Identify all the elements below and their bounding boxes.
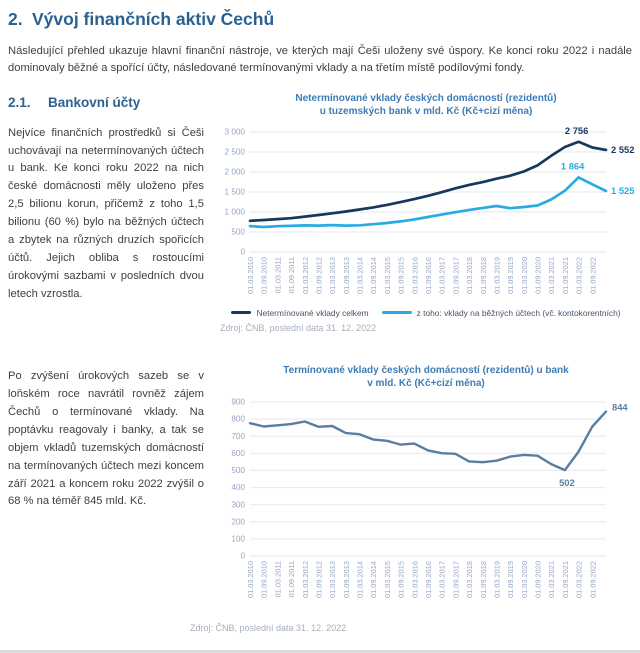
y-tick-label: 800 (231, 415, 245, 425)
page-title-number: 2. (8, 9, 23, 29)
x-tick-label: 01.09.2018 (478, 256, 488, 294)
x-tick-label: 01.03.2015 (382, 256, 392, 294)
y-tick-label: 900 (231, 397, 245, 407)
section-term-deposits (0, 364, 640, 633)
x-tick-label: 01.03.2012 (300, 561, 310, 599)
x-tick-label: 01.03.2021 (547, 561, 557, 599)
x-tick-label: 01.09.2015 (396, 561, 406, 599)
x-tick-label: 01.09.2014 (369, 561, 379, 599)
data-label: 1 525 (611, 184, 635, 196)
x-tick-label: 01.03.2022 (574, 561, 584, 599)
page-title (0, 0, 640, 30)
x-tick-label: 01.09.2016 (424, 561, 433, 599)
x-tick-label: 01.03.2017 (437, 256, 447, 294)
y-tick-label: 1 500 (224, 187, 245, 197)
series-line (250, 142, 606, 221)
x-tick-label: 01.09.2021 (560, 256, 570, 294)
x-tick-label: 01.03.2021 (547, 256, 557, 294)
chart-1-title (212, 92, 640, 118)
x-tick-label: 01.03.2019 (492, 256, 502, 294)
chart-1-source: Zdroj: ČNB, poslední data 31. 12. 2022 (220, 322, 377, 333)
chart-1-title-line-2: u tuzemských bank v mld. Kč (Kč+cizí měna) (319, 105, 533, 117)
series-line (250, 177, 606, 227)
body-paragraph-2: Po zvýšení úrokových sazeb se v loňském roce navrátil rovněž zájem Čechů o termínované vklady. Na poptávku reagovaly i banky, a tak se objem vkladů tuzemských domácností na termínovaných účtech mezi koncem září 2021 a koncem roku 2022 zvýšil o 68 % na téměř 845 mld. Kč. (8, 369, 204, 508)
x-tick-label: 01.09.2010 (259, 256, 269, 294)
x-tick-label: 01.09.2021 (560, 561, 570, 599)
data-label: 1 864 (560, 160, 585, 172)
x-tick-label: 01.03.2015 (382, 561, 392, 599)
x-tick-label: 01.03.2013 (328, 256, 338, 294)
y-tick-label: 2 000 (224, 167, 245, 177)
y-tick-label: 500 (231, 466, 245, 476)
x-tick-label: 01.09.2012 (314, 256, 324, 294)
x-tick-label: 01.03.2020 (519, 256, 529, 294)
x-tick-label: 01.09.2019 (506, 561, 516, 599)
x-tick-label: 01.03.2014 (355, 561, 365, 599)
legend-swatch-total (231, 311, 251, 314)
x-tick-label: 01.09.2010 (259, 561, 269, 599)
x-tick-label: 01.03.2012 (300, 256, 310, 294)
x-tick-label: 01.03.2019 (492, 561, 502, 599)
y-tick-label: 3 000 (224, 127, 245, 137)
x-tick-label: 01.09.2022 (588, 561, 598, 599)
chart-canvas-2 (212, 392, 640, 618)
x-tick-label: 01.03.2016 (410, 256, 420, 294)
x-tick-label: 01.03.2018 (465, 561, 475, 599)
x-tick-label: 01.09.2018 (478, 561, 488, 599)
chart-block-2 (190, 364, 640, 634)
y-tick-label: 1 000 (224, 207, 245, 217)
x-tick-label: 01.09.2020 (533, 561, 543, 599)
x-tick-label: 01.03.2018 (465, 256, 475, 294)
x-tick-label: 01.03.2010 (246, 561, 255, 599)
body-paragraph-1: Nejvíce finančních prostředků si Češi uchovávají na netermínovaných účtech u bank. Ke konci roku 2022 na nich české domácnosti měly uloženo přes 2,5 bilionu korun, přičemž z toho 1,5 bilionu (60 %) bylo na běžných účtech a zbytek na různých druzích spořicích účtů. Jejich obliba s rostoucími úrokovými sazbami v posledních dvou letech vzrostla. (8, 126, 204, 300)
intro-paragraph: Následující přehled ukazuje hlavní finanční nástroje, ve kterých mají Češi uloženy své úspory. Ke konci roku 2022 i nadále dominovaly běžné a spořící účty, následované termínovanými vklady a na třetím místě podílovými fondy. (8, 45, 632, 74)
y-tick-label: 400 (231, 483, 245, 493)
y-tick-label: 200 (231, 517, 245, 527)
chart-2-title (212, 364, 640, 390)
x-tick-label: 01.03.2014 (355, 256, 365, 294)
data-label: 502 (559, 477, 575, 489)
x-tick-label: 01.09.2015 (396, 256, 406, 294)
chart-1-title-line-1: Netermínované vklady českých domácností (rezidentů) (295, 92, 557, 104)
x-tick-label: 01.03.2011 (273, 561, 283, 598)
x-tick-label: 01.09.2017 (451, 256, 461, 294)
x-tick-label: 01.09.2013 (341, 561, 351, 599)
section-heading-number: 2.1. (8, 94, 31, 110)
x-tick-label: 01.03.2017 (437, 561, 447, 599)
text-column-1 (0, 92, 204, 333)
x-tick-label: 01.03.2022 (574, 256, 584, 294)
x-tick-label: 01.03.2013 (328, 561, 338, 599)
y-tick-label: 0 (240, 551, 245, 561)
page-title-text: Vývoj finančních aktiv Čechů (32, 9, 275, 29)
y-tick-label: 0 (240, 247, 245, 257)
x-tick-label: 01.03.2020 (519, 561, 529, 599)
legend-swatch-current-accounts (382, 311, 412, 314)
text-column-2 (0, 364, 204, 633)
series-line (250, 412, 606, 471)
section-bank-accounts (0, 92, 640, 333)
x-tick-label: 01.09.2014 (369, 256, 379, 294)
y-tick-label: 300 (231, 500, 245, 510)
chart-canvas-1 (212, 120, 640, 314)
chart-block-1 (212, 92, 640, 333)
x-tick-label: 01.09.2022 (588, 256, 598, 294)
x-tick-label: 01.09.2020 (533, 256, 543, 294)
data-label: 844 (612, 401, 628, 413)
x-tick-label: 01.09.2011 (287, 561, 297, 598)
chart-1-legend (212, 308, 640, 318)
x-tick-label: 01.09.2019 (506, 256, 516, 294)
chart-2-title-line-1: Termínované vklady českých domácností (rezidentů) u bank (283, 364, 569, 376)
legend-label-total: Netermínované vklady celkem (256, 307, 369, 318)
legend-label-current-accounts: z toho: vklady na běžných účtech (vč. kontokorentních) (416, 307, 621, 318)
y-tick-label: 100 (231, 534, 245, 544)
section-heading (8, 92, 204, 110)
x-tick-label: 01.09.2012 (314, 561, 324, 599)
x-tick-label: 01.03.2010 (246, 256, 255, 294)
x-tick-label: 01.09.2011 (287, 256, 297, 294)
x-tick-label: 01.09.2013 (341, 256, 351, 294)
data-label: 2 756 (564, 124, 589, 136)
y-tick-label: 2 500 (224, 147, 245, 157)
y-tick-label: 500 (231, 227, 245, 237)
x-tick-label: 01.03.2011 (273, 256, 283, 294)
y-tick-label: 700 (231, 432, 245, 442)
data-label: 2 552 (611, 143, 635, 155)
section-heading-text: Bankovní účty (48, 94, 141, 110)
chart-2-source: Zdroj: ČNB, poslední data 31. 12. 2022 (190, 623, 347, 634)
x-tick-label: 01.09.2017 (451, 561, 461, 599)
chart-2-title-line-2: v mld. Kč (Kč+cizí měna) (367, 378, 485, 390)
x-tick-label: 01.09.2016 (424, 256, 433, 294)
x-tick-label: 01.03.2016 (410, 561, 420, 599)
y-tick-label: 600 (231, 449, 245, 459)
